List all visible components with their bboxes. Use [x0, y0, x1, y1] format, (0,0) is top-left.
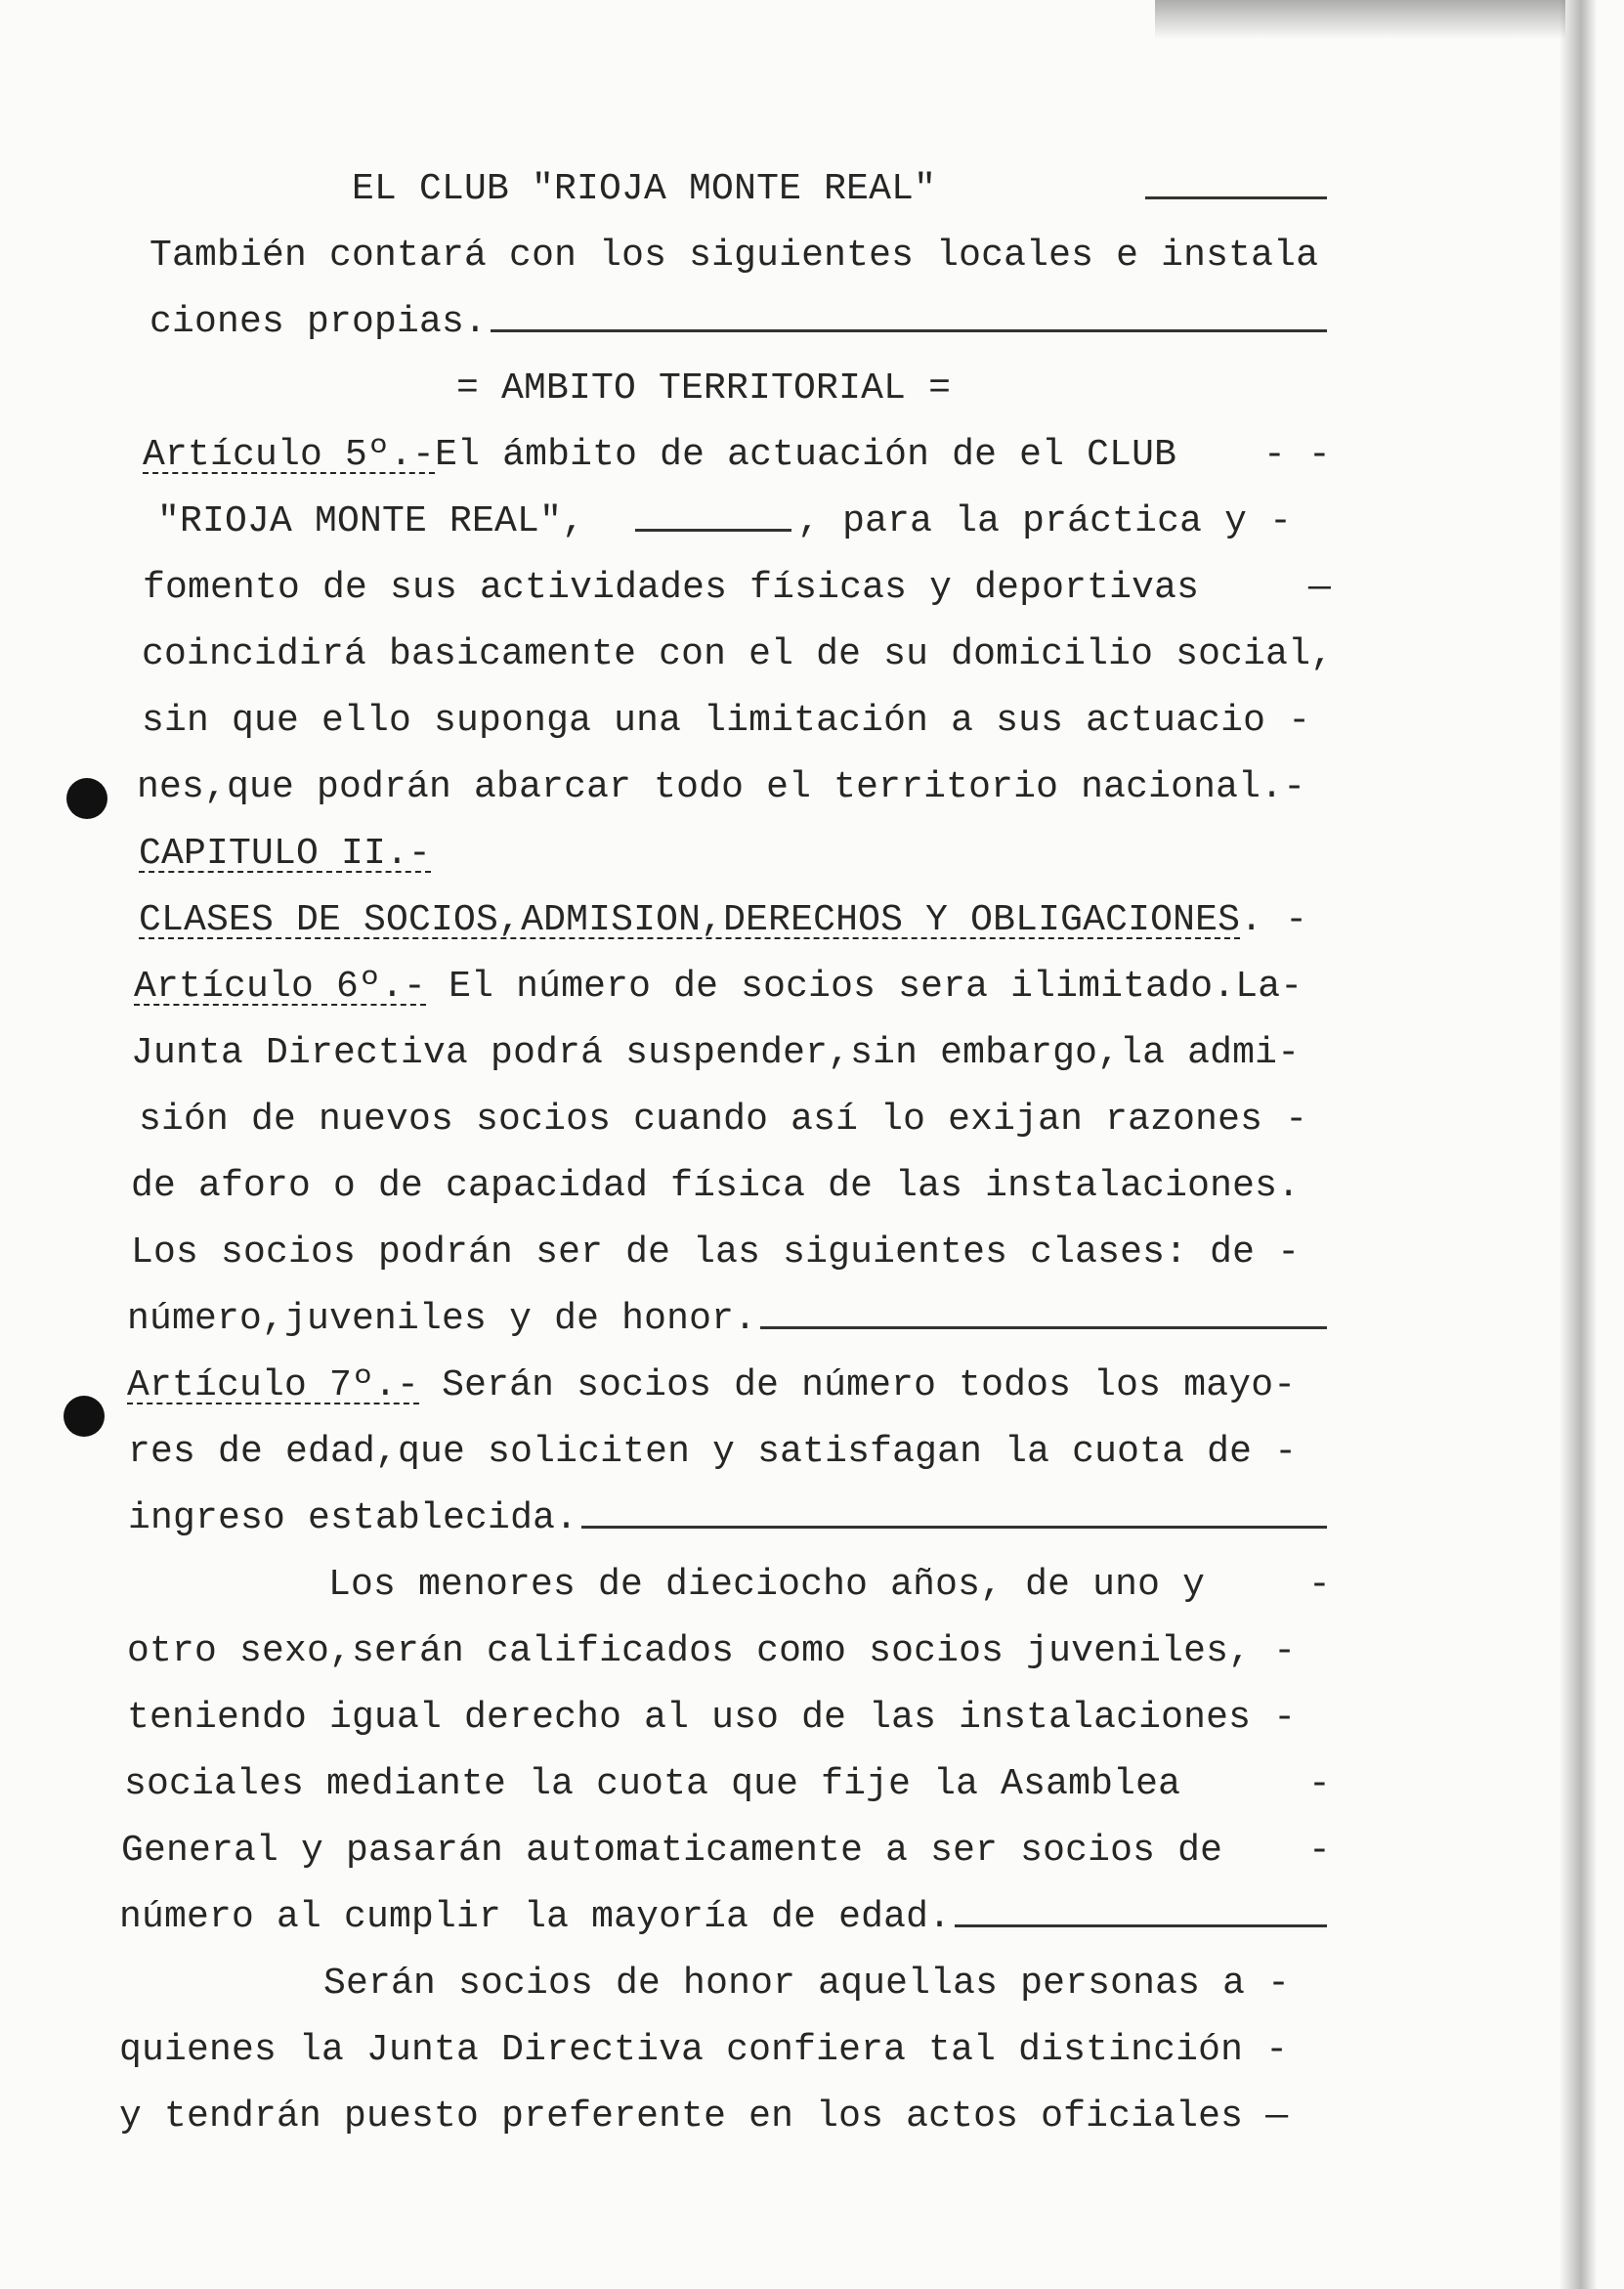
scan-top-shadow	[1155, 0, 1565, 39]
line-text: Los socios podrán ser de las siguientes clases: de -	[131, 1231, 1301, 1274]
underlined-heading: Artículo 6º.-	[134, 966, 427, 1008]
text-line	[127, 1360, 1331, 1411]
text-line	[143, 430, 1331, 481]
blank-line	[635, 529, 791, 532]
line-text: - -	[1262, 434, 1331, 476]
line-text: res de edad,que soliciten y satisfagan la cuota de -	[128, 1431, 1298, 1473]
line-text: fomento de sus actividades físicas y deportivas	[143, 567, 1200, 609]
line-text: sociales mediante la cuota que fije la Asamblea	[124, 1763, 1181, 1805]
text-line	[352, 164, 1331, 215]
line-text: quienes la Junta Directiva confiera tal distinción -	[119, 2029, 1289, 2071]
line-text: nes,que podrán abarcar todo el territorio nacional.-	[137, 766, 1306, 808]
line-text: ingreso establecida.	[128, 1497, 578, 1539]
line-text: , para la práctica y -	[797, 500, 1293, 542]
line-text: General y pasarán automaticamente a ser socios de	[121, 1830, 1223, 1872]
text-line	[150, 231, 1331, 281]
line-text: ciones propias.	[150, 301, 488, 343]
text-line	[131, 1028, 1331, 1079]
filler-rule	[760, 1326, 1327, 1329]
punch-hole	[64, 1396, 105, 1437]
underlined-heading: Artículo 7º.-	[127, 1364, 420, 1406]
text-line	[128, 1493, 1331, 1544]
text-line	[127, 1294, 1331, 1345]
filler-rule	[581, 1526, 1327, 1529]
line-text: Los menores de dieciocho años, de uno y	[328, 1564, 1206, 1606]
text-line	[134, 962, 1331, 1013]
line-text: El número de socios sera ilimitado.La-	[426, 966, 1303, 1008]
line-text: -	[1307, 1763, 1331, 1805]
text-line	[150, 297, 1331, 348]
line-text: -	[1307, 1830, 1331, 1872]
filler-rule	[955, 1924, 1327, 1927]
line-text: otro sexo,serán calificados como socios juveniles, -	[127, 1630, 1297, 1672]
line-text: El ámbito de actuación de el CLUB	[435, 434, 1177, 476]
text-line	[139, 829, 1331, 880]
text-line	[139, 1095, 1331, 1145]
line-text: -	[1307, 1564, 1331, 1606]
text-line	[137, 762, 1331, 813]
text-line	[142, 629, 1334, 680]
text-line	[456, 364, 1331, 414]
text-line	[119, 2092, 1331, 2142]
line-text: . -	[1240, 899, 1308, 941]
line-text: de aforo o de capacidad física de las instalaciones.	[131, 1165, 1301, 1207]
text-line	[142, 696, 1331, 747]
text-line	[328, 1560, 1331, 1611]
text-line	[323, 1959, 1331, 2009]
line-text: sin que ello suponga una limitación a sus actuacio -	[142, 700, 1311, 742]
text-line	[131, 1228, 1331, 1278]
line-text: teniendo igual derecho al uso de las instalaciones -	[127, 1697, 1297, 1739]
text-line	[119, 1892, 1331, 1943]
text-line	[143, 563, 1331, 614]
line-text: Junta Directiva podrá suspender,sin embargo,la admi-	[131, 1032, 1301, 1074]
line-text: Serán socios de número todos los mayo-	[419, 1364, 1297, 1406]
filler-rule	[1145, 196, 1327, 199]
text-line	[157, 497, 1331, 547]
line-text: sión de nuevos socios cuando así lo exijan razones -	[139, 1099, 1308, 1141]
line-text: EL CLUB "RIOJA MONTE REAL"	[352, 168, 960, 210]
text-line	[139, 895, 1331, 946]
scan-edge-shadow	[1517, 0, 1624, 2289]
text-line	[121, 1826, 1331, 1877]
text-line	[128, 1427, 1331, 1478]
line-text: número al cumplir la mayoría de edad.	[119, 1896, 952, 1938]
text-line	[127, 1626, 1331, 1677]
text-line	[127, 1693, 1331, 1744]
text-line	[131, 1161, 1331, 1212]
text-line	[124, 1759, 1331, 1810]
line-text: Serán socios de honor aquellas personas a -	[323, 1963, 1291, 2005]
filler-rule	[491, 329, 1327, 332]
line-text: número,juveniles y de honor.	[127, 1298, 757, 1340]
line-text: "RIOJA MONTE REAL",	[157, 500, 630, 542]
line-text: = AMBITO TERRITORIAL =	[456, 367, 952, 410]
text-line	[119, 2025, 1331, 2076]
line-text: y tendrán puesto preferente en los actos oficiales —	[119, 2095, 1289, 2138]
underlined-heading: CAPITULO II.-	[139, 833, 432, 875]
line-text: coincidirá basicamente con el de su domicilio social,	[142, 633, 1334, 675]
line-text: También contará con los siguientes locales e instala	[150, 235, 1319, 277]
underlined-heading: Artículo 5º.-	[143, 434, 436, 476]
punch-hole	[66, 778, 107, 819]
underlined-heading: CLASES DE SOCIOS,ADMISION,DERECHOS Y OBLIGACIONES	[139, 899, 1241, 941]
line-text: —	[1307, 567, 1331, 609]
